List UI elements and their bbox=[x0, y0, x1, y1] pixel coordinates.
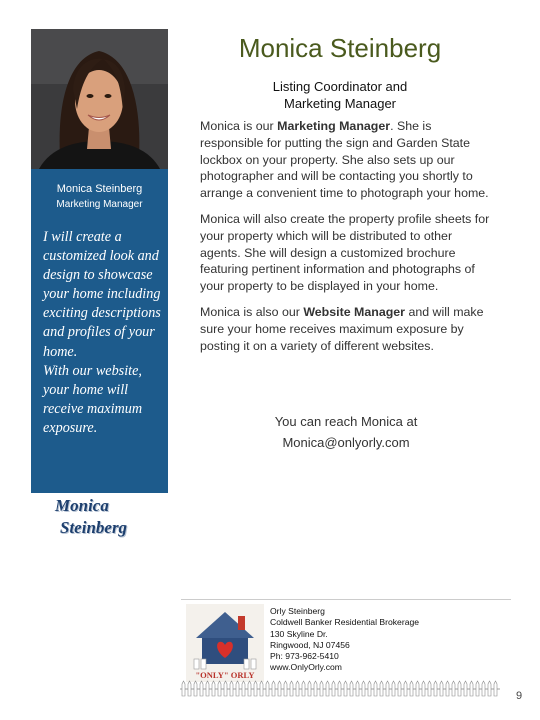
contact-line: Coldwell Banker Residential Brokerage bbox=[270, 617, 420, 628]
email-link[interactable]: Monica@onlyorly.com bbox=[282, 435, 410, 450]
text-run: Monica is our bbox=[200, 119, 278, 133]
contact-reach bbox=[200, 411, 492, 453]
text-run: and will make sure your home receives maximum exposure by posting it on a variety of different websites. bbox=[200, 304, 484, 353]
signature-last: Steinberg bbox=[60, 518, 128, 537]
subtitle-line: Listing Coordinator and bbox=[272, 79, 408, 94]
sidebar-quote-line: With our website, your home will receive maximum exposure. bbox=[43, 362, 143, 436]
bold-run: Website Manager bbox=[303, 304, 405, 319]
paragraph bbox=[200, 304, 492, 354]
divider bbox=[181, 599, 511, 600]
text-run: . She is responsible for putting the sign and Garden State lockbox on your property. She also sets up our photographer and will be contacting you shortly to arrange a convenient time to photograph your home. bbox=[200, 119, 489, 201]
contact-line: Ph: 973-962-5410 bbox=[270, 651, 339, 662]
company-logo bbox=[186, 604, 264, 682]
paragraph bbox=[200, 118, 492, 202]
contact-block bbox=[270, 606, 470, 674]
body-text bbox=[200, 118, 492, 363]
profile-photo bbox=[31, 29, 168, 169]
sidebar-role: Marketing Manager bbox=[56, 199, 143, 210]
page-number: 9 bbox=[516, 690, 523, 702]
sidebar-quote-line: I will create a customized look and design to showcase your home including exciting descriptions and profiles of your home. bbox=[43, 229, 161, 360]
logo-text: "ONLY" ORLY bbox=[195, 670, 255, 680]
text-run: Monica is also our bbox=[200, 304, 304, 319]
signature bbox=[55, 495, 185, 539]
page-subtitle bbox=[220, 78, 460, 112]
website-link[interactable]: www.OnlyOrly.com bbox=[270, 662, 342, 673]
bold-run: Marketing Manager bbox=[277, 119, 391, 133]
sidebar-name: Monica Steinberg bbox=[56, 183, 143, 195]
page-title: Monica Steinberg bbox=[238, 33, 442, 63]
subtitle-line: Marketing Manager bbox=[284, 96, 396, 111]
signature-first: Monica bbox=[55, 496, 109, 515]
contact-line: Orly Steinberg bbox=[270, 606, 325, 616]
sidebar-quote bbox=[43, 228, 165, 438]
paragraph: Monica will also create the property profile sheets for your property which will be distributed to other agents. She will design a customized brochure featuring pertinent information and photographs of your property to be displayed in your home. bbox=[200, 211, 490, 294]
reach-text: You can reach Monica at bbox=[274, 414, 418, 429]
contact-line: 130 Skyline Dr. bbox=[270, 628, 328, 639]
contact-line: Ringwood, NJ 07456 bbox=[270, 639, 350, 650]
fence-decoration bbox=[180, 680, 500, 698]
